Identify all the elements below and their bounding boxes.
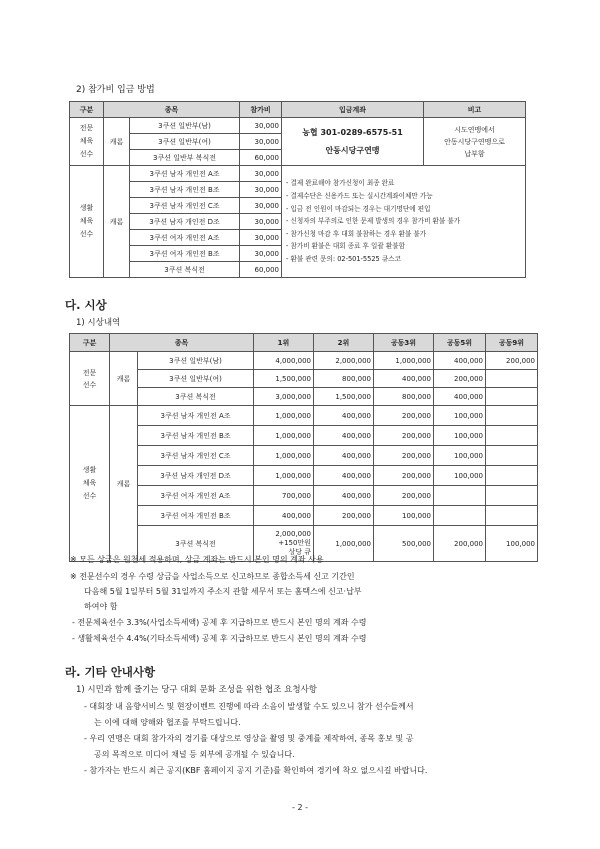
award-prize: 100,000	[374, 506, 434, 526]
award-event: 3쿠션 여자 개인전 A조	[138, 486, 254, 506]
awards-header-9th: 공동9위	[486, 334, 538, 352]
awards-subtitle: 1) 시상내역	[76, 318, 121, 328]
award-prize: 700,000	[254, 486, 314, 506]
fee-amount: 30,000	[240, 198, 282, 214]
award-prize: 200,000	[486, 352, 538, 370]
fee-event: 3쿠션 일반부(여)	[130, 134, 240, 150]
awards-header-1st: 1위	[254, 334, 314, 352]
award-prize: 500,000	[374, 526, 434, 562]
award-prize: 100,000	[434, 446, 486, 466]
award-prize: 400,000	[434, 388, 486, 406]
award-prize: 3,000,000	[254, 388, 314, 406]
awards-header-event: 종목	[110, 334, 254, 352]
fee-header-event: 종목	[104, 102, 240, 118]
fee-event: 3쿠션 남자 개인전 A조	[130, 166, 240, 182]
fee-event: 3쿠션 여자 개인전 A조	[130, 230, 240, 246]
award-prize-line: 상당 큐	[288, 548, 311, 556]
fee-amount: 30,000	[240, 246, 282, 262]
fee-event: 3쿠션 일반부(남)	[130, 118, 240, 134]
award-prize	[486, 370, 538, 388]
fee-amount: 30,000	[240, 118, 282, 134]
fee-note-line: - 환불 관련 문의: 02-501-5525 큐스코	[286, 254, 401, 263]
award-prize: 1,000,000	[314, 526, 374, 562]
award-prize: 400,000	[254, 506, 314, 526]
award-prize: 100,000	[434, 466, 486, 486]
award-event: 3쿠션 복식전	[138, 388, 254, 406]
award-prize: 100,000	[434, 426, 486, 446]
award-prize: 1,500,000	[254, 370, 314, 388]
fee-amount: 30,000	[240, 182, 282, 198]
fee-event: 3쿠션 남자 개인전 C조	[130, 198, 240, 214]
award-prize-line: 2,000,000	[275, 530, 311, 538]
award-prize: 200,000	[374, 446, 434, 466]
page-number: - 2 -	[292, 803, 308, 812]
awards-table	[69, 333, 538, 562]
award-prize-line: +150만원	[278, 539, 311, 547]
award-prize: 400,000	[314, 486, 374, 506]
award-prize: 400,000	[314, 426, 374, 446]
fee-amount: 30,000	[240, 134, 282, 150]
award-prize: 100,000	[486, 526, 538, 562]
fee-note-line: - 입금 전 인원이 마감되는 경우는 대기명단에 편입	[286, 204, 431, 213]
misc-section-title: 라. 기타 안내사항	[65, 665, 156, 679]
award-prize	[486, 388, 538, 406]
award-prize: 1,000,000	[254, 466, 314, 486]
award-prize	[486, 446, 538, 466]
award-prize: 200,000	[374, 406, 434, 426]
fee-amateur-notes	[282, 166, 526, 278]
award-prize: 800,000	[374, 388, 434, 406]
awards-amateur-type: 캐롬	[110, 406, 138, 562]
fee-event: 3쿠션 남자 개인전 D조	[130, 214, 240, 230]
award-prize: 1,000,000	[254, 406, 314, 426]
award-prize: 200,000	[374, 426, 434, 446]
award-prize: 1,000,000	[254, 446, 314, 466]
fee-pro-note: 시도연맹에서 안동시당구연맹으로 납부함	[424, 118, 526, 166]
fee-note-line: - 참가비 환불은 대회 종료 후 일괄 환불함	[286, 242, 405, 251]
awards-note-line: - 생활체육선수 4.4%(기타소득세액) 공제 후 지급하므로 반드시 본인 명의 계좌 수령	[72, 634, 367, 643]
awards-note-line: 다음해 5월 1일부터 5월 31일까지 주소지 관할 세무서 또는 홈택스에 신고·납부	[84, 587, 362, 596]
award-prize: 1,500,000	[314, 388, 374, 406]
awards-header-3rd: 공동3위	[374, 334, 434, 352]
awards-note-line: - 전문체육선수 3.3%(사업소득세액) 공제 후 지급하므로 반드시 본인 명의 계좌 수령	[72, 618, 367, 627]
fee-event: 3쿠션 일반부 복식전	[130, 150, 240, 166]
award-prize	[486, 466, 538, 486]
fee-pro-type: 캐롬	[104, 118, 130, 166]
fee-pro-group: 전문 체육 선수	[70, 118, 104, 166]
fee-header-category: 구분	[70, 102, 104, 118]
awards-header-2nd: 2위	[314, 334, 374, 352]
fee-table	[69, 101, 526, 278]
award-prize: 1,000,000	[254, 426, 314, 446]
fee-event: 3쿠션 남자 개인전 B조	[130, 182, 240, 198]
fee-amount: 60,000	[240, 150, 282, 166]
award-prize	[486, 506, 538, 526]
fee-note-line: - 결제수단은 신용카드 또는 실시간계좌이체만 가능	[286, 192, 433, 201]
awards-amateur-group: 생활 체육 선수	[70, 406, 110, 562]
award-prize: 100,000	[434, 406, 486, 426]
award-event: 3쿠션 남자 개인전 C조	[138, 446, 254, 466]
misc-line: - 대회장 내 음향서비스 및 현장이벤트 진행에 따라 소음이 발생할 수도 있으니 참가 선수들께서	[84, 702, 414, 711]
award-prize: 400,000	[434, 352, 486, 370]
fee-header-account: 입금계좌	[282, 102, 424, 118]
misc-line: 공의 목적으로 미디어 채널 등 외부에 공개될 수 있습니다.	[94, 750, 295, 759]
misc-subtitle: 1) 시민과 함께 즐기는 당구 대회 문화 조성을 위한 협조 요청사항	[76, 685, 318, 695]
award-prize	[486, 486, 538, 506]
award-prize	[486, 426, 538, 446]
fee-amount: 30,000	[240, 214, 282, 230]
fee-event: 3쿠션 여자 개인전 B조	[130, 246, 240, 262]
awards-section-title: 다. 시상	[65, 298, 107, 312]
awards-note-line: ※ 전문선수의 경우 수령 상금을 사업소득으로 신고하므로 종합소득세 신고 기간인	[70, 572, 355, 581]
bank-account-number: 농협 301-0289-6575-51	[302, 127, 403, 137]
award-prize: 4,000,000	[254, 352, 314, 370]
award-event: 3쿠션 일반부(여)	[138, 370, 254, 388]
award-prize	[434, 506, 486, 526]
fee-note-line: - 참가신청 마감 후 대회 불참하는 경우 환불 불가	[286, 229, 427, 238]
award-prize: 1,000,000	[374, 352, 434, 370]
fee-note-line: - 결제 완료해야 참가신청이 최종 완료	[286, 179, 395, 188]
fee-header-note: 비고	[424, 102, 526, 118]
award-event: 3쿠션 남자 개인전 A조	[138, 406, 254, 426]
award-event: 3쿠션 남자 개인전 B조	[138, 426, 254, 446]
misc-line: - 우리 연맹은 대회 참가자의 경기를 대상으로 영상을 촬영 및 중계를 제작하여, 종목 홍보 및 공	[84, 734, 414, 743]
award-event: 3쿠션 여자 개인전 B조	[138, 506, 254, 526]
fee-amateur-type: 캐롬	[104, 166, 130, 278]
award-prize: 200,000	[374, 466, 434, 486]
award-event: 3쿠션 복식전	[138, 526, 254, 562]
award-prize: 800,000	[314, 370, 374, 388]
bank-account-holder: 안동시당구연맹	[325, 145, 380, 155]
fee-amateur-group: 생활 체육 선수	[70, 166, 104, 278]
award-prize: 400,000	[314, 406, 374, 426]
fee-payment-title: 2) 참가비 입금 방법	[76, 85, 155, 95]
awards-note-line: ※ 모든 상금은 원천세 적용하며, 상금 계좌는 반드시 본인 명의 계좌 사용	[70, 555, 324, 564]
award-prize: 200,000	[374, 486, 434, 506]
award-event: 3쿠션 남자 개인전 D조	[138, 466, 254, 486]
misc-line: 는 이에 대해 양해와 협조를 부탁드립니다.	[94, 718, 241, 727]
award-prize	[434, 486, 486, 506]
fee-amount: 30,000	[240, 230, 282, 246]
awards-header-5th: 공동5위	[434, 334, 486, 352]
award-prize: 200,000	[314, 506, 374, 526]
fee-amount: 30,000	[240, 166, 282, 182]
award-prize: 400,000	[374, 370, 434, 388]
award-prize: 2,000,000	[314, 352, 374, 370]
award-prize: 400,000	[314, 466, 374, 486]
fee-event: 3쿠션 복식전	[130, 262, 240, 278]
award-prize: 200,000	[434, 370, 486, 388]
awards-header-category: 구분	[70, 334, 110, 352]
award-prize	[486, 406, 538, 426]
awards-pro-type: 캐롬	[110, 352, 138, 406]
bank-account	[282, 118, 424, 166]
award-event: 3쿠션 일반부(남)	[138, 352, 254, 370]
awards-pro-group: 전문 선수	[70, 352, 110, 406]
misc-line: - 참가자는 반드시 최근 공지(KBF 홈페이지 공지 기준)를 확인하여 경기에 착오 없으시길 바랍니다.	[84, 766, 428, 775]
fee-note-line: - 신청자의 부주의로 인한 문제 발생의 경우 참가비 환불 불가	[286, 217, 461, 226]
fee-header-fee: 참가비	[240, 102, 282, 118]
award-prize: 200,000	[434, 526, 486, 562]
fee-amount: 60,000	[240, 262, 282, 278]
award-prize: 400,000	[314, 446, 374, 466]
awards-note-line: 하여야 함	[84, 602, 118, 611]
